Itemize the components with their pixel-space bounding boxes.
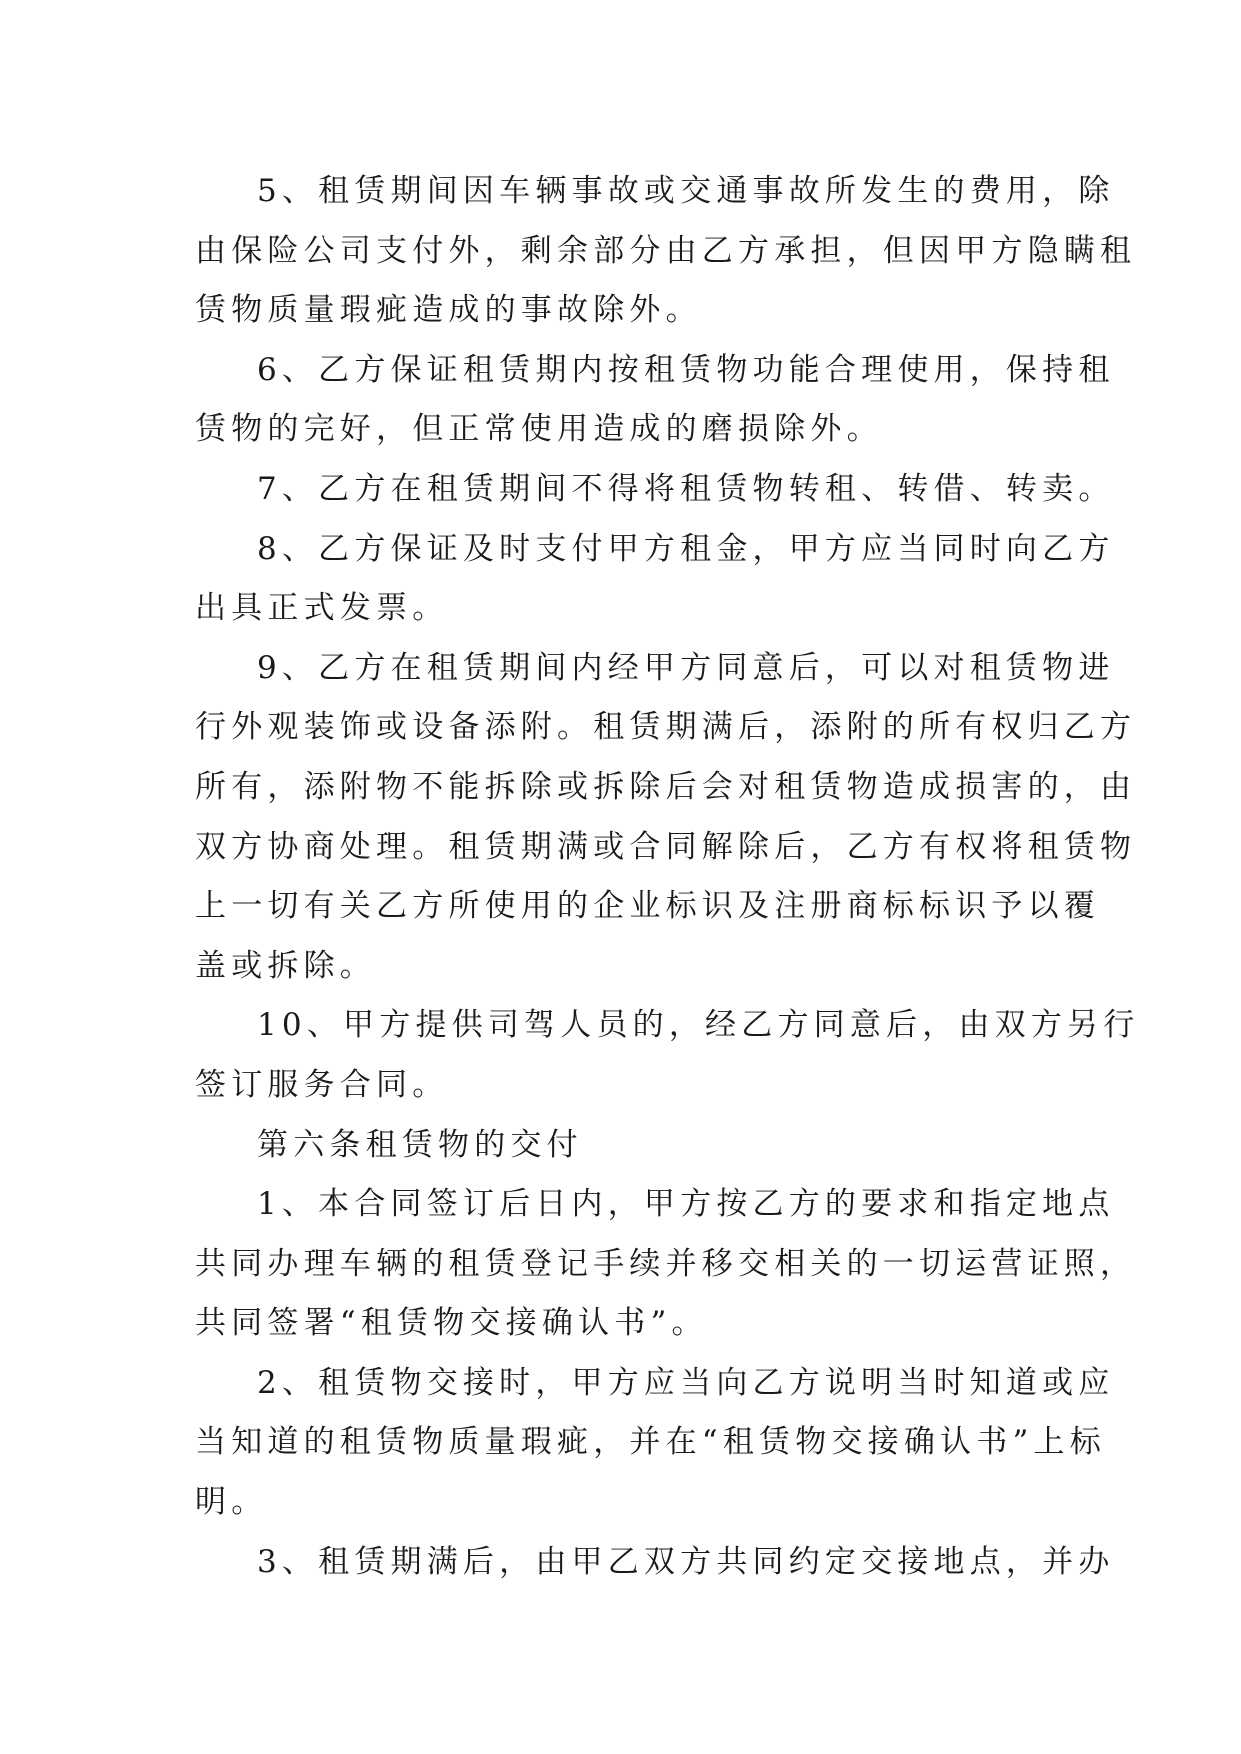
text-line: 明。 (195, 1484, 268, 1521)
text-line: 上一切有关乙方所使用的企业标识及注册商标标识予以覆 (195, 888, 1100, 925)
text-line: 出具正式发票。 (195, 590, 449, 627)
text-line: 当知道的租赁物质量瑕疵，并在“租赁物交接确认书”上标 (195, 1424, 1106, 1461)
text-line: 赁物质量瑕疵造成的事故除外。 (195, 292, 702, 329)
document-body (195, 162, 1140, 1592)
text-line: 7、乙方在租赁期间不得将租赁物转租、转借、转卖。 (257, 470, 1115, 507)
text-line: 赁物的完好，但正常使用造成的磨损除外。 (195, 411, 883, 448)
text-line: 10、甲方提供司驾人员的，经乙方同意后，由双方另行 (257, 1007, 1140, 1044)
text-line: 3、租赁期满后，由甲乙双方共同约定交接地点，并办 (257, 1543, 1115, 1580)
text-line: 5、租赁期间因车辆事故或交通事故所发生的费用，除 (257, 173, 1115, 209)
text-line: 所有，添附物不能拆除或拆除后会对租赁物造成损害的，由 (195, 768, 1137, 805)
text-line: 2、租赁物交接时，甲方应当向乙方说明当时知道或应 (257, 1364, 1115, 1401)
text-line: 共同办理车辆的租赁登记手续并移交相关的一切运营证照， (195, 1245, 1137, 1282)
text-line: 签订服务合同。 (195, 1066, 449, 1103)
text-line: 6、乙方保证租赁期内按租赁物功能合理使用，保持租 (257, 351, 1115, 388)
text-line: 行外观装饰或设备添附。租赁期满后，添附的所有权归乙方 (195, 709, 1137, 746)
text-line: 8、乙方保证及时支付甲方租金，甲方应当同时向乙方 (257, 530, 1115, 567)
text-line: 双方协商处理。租赁期满或合同解除后，乙方有权将租赁物 (195, 828, 1137, 865)
text-line: 共同签署“租赁物交接确认书”。 (195, 1305, 708, 1342)
text-line: 由保险公司支付外，剩余部分由乙方承担，但因甲方隐瞒租 (195, 232, 1137, 269)
text-line: 盖或拆除。 (195, 947, 376, 984)
text-line: 9、乙方在租赁期间内经甲方同意后，可以对租赁物进 (257, 649, 1115, 686)
text-line: 1、本合同签订后日内，甲方按乙方的要求和指定地点 (257, 1186, 1115, 1223)
section-heading: 第六条租赁物的交付 (257, 1126, 583, 1163)
